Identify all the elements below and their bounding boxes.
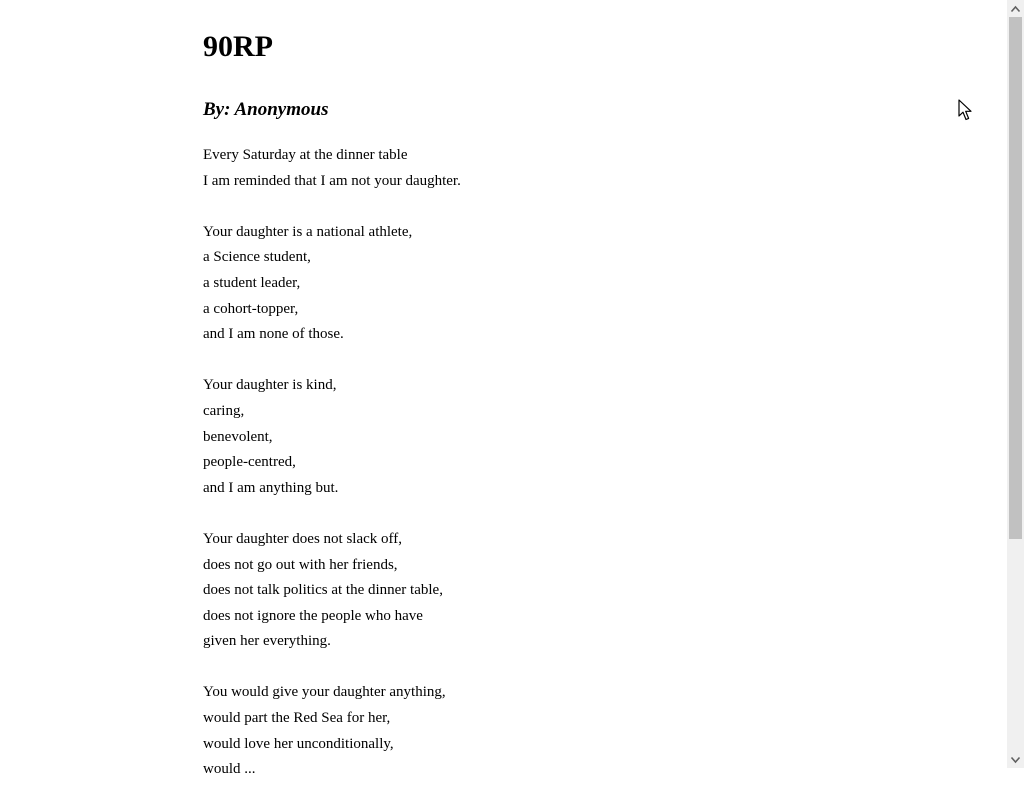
poem-line: Your daughter is kind, (203, 377, 337, 394)
page-title: 90RP (203, 30, 273, 63)
poem-line: caring, (203, 402, 245, 419)
author-byline: By: Anonymous (203, 99, 329, 120)
poem-line: benevolent, (203, 428, 273, 445)
scroll-up-arrow-icon[interactable] (1007, 0, 1024, 17)
poem-line: does not ignore the people who have (203, 607, 423, 624)
poem-line: would part the Red Sea for her, (203, 710, 391, 727)
stanza (203, 143, 983, 194)
poem-body (203, 143, 983, 808)
poem-line: a cohort-topper, (203, 300, 299, 317)
poem-line: I am reminded that I am not your daughter. (203, 172, 461, 189)
poem-line: Your daughter does not slack off, (203, 530, 403, 547)
stanza (203, 373, 983, 501)
stanza (203, 527, 983, 655)
vertical-scrollbar[interactable] (1007, 0, 1024, 768)
scroll-down-arrow-icon[interactable] (1007, 751, 1024, 768)
stanza (203, 220, 983, 348)
poem-line: does not talk politics at the dinner table, (203, 582, 443, 599)
poem-line: people-centred, (203, 454, 296, 471)
poem-line: a student leader, (203, 274, 301, 291)
poem-line: Every Saturday at the dinner table (203, 147, 408, 163)
poem-line: would ... (203, 761, 256, 778)
poem-line: and I am anything but. (203, 479, 339, 496)
stanza (203, 680, 983, 782)
poem-line: given her everything. (203, 633, 331, 650)
poem-line: and I am none of those. (203, 326, 344, 343)
poem-line: a Science student, (203, 249, 311, 266)
poem-line: does not go out with her friends, (203, 556, 398, 573)
scrollbar-thumb[interactable] (1009, 17, 1022, 539)
poem-line: would love her unconditionally, (203, 735, 394, 752)
mouse-pointer-icon (958, 99, 974, 121)
poem-line: Your daughter is a national athlete, (203, 223, 413, 240)
poem-line: You would give your daughter anything, (203, 684, 446, 701)
